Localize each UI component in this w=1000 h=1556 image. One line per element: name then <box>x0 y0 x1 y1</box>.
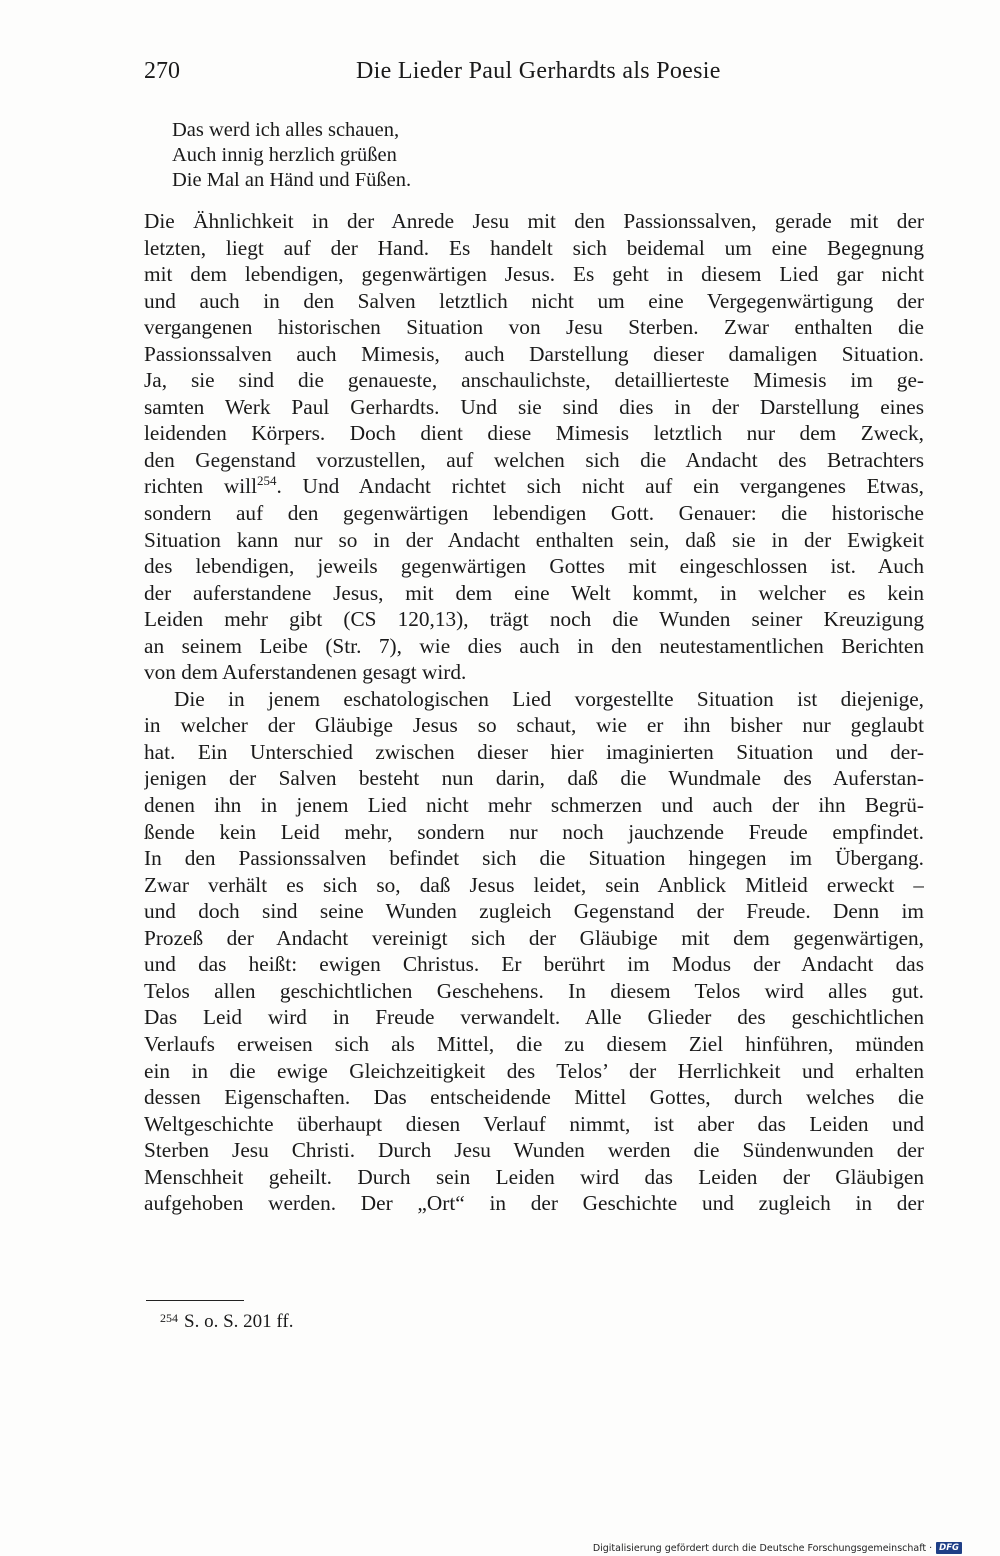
text-line: Leiden mehr gibt (CS 120,13), trägt noch die Wunden seiner Kreuzigung <box>144 607 924 632</box>
text-line: hat. Ein Unterschied zwischen dieser hier imaginierten Situation und der- <box>144 739 924 764</box>
dfg-logo: DFG <box>936 1542 962 1554</box>
text-line: samten Werk Paul Gerhardts. Und sie sind dies in der Darstellung eines <box>144 394 924 419</box>
text-line: Die Ähnlichkeit in der Anrede Jesu mit den Passionssalven, gerade mit der <box>144 209 924 233</box>
text-line: aufgehoben werden. Der „Ort“ in der Geschichte und zugleich in der <box>144 1191 924 1216</box>
text-line: Telos allen geschichtlichen Geschehens. In diesem Telos wird alles gut. <box>144 978 924 1003</box>
text-fragment: richten will <box>144 474 257 499</box>
footnote-divider <box>146 1300 244 1301</box>
text-line: ßende kein Leid mehr, sondern nur noch jauchzende Freude empfindet. <box>144 819 924 844</box>
text-line: leidenden Körpers. Doch dient diese Mimesis letztlich nur dem Zweck, <box>144 421 924 446</box>
body-text <box>144 208 924 1217</box>
footnote <box>160 1311 293 1333</box>
text-line: Menschheit geheilt. Durch sein Leiden wird das Leiden der Gläubigen <box>144 1164 924 1189</box>
text-line: Zwar verhält es sich so, daß Jesus leidet, sein Anblick Mitleid erweckt – <box>144 872 924 897</box>
credit-text: Digitalisierung gefördert durch die Deutsche Forschungsgemeinschaft · <box>592 1542 933 1554</box>
text-line: vergangenen historischen Situation von Jesu Sterben. Zwar enthalten die <box>144 315 924 340</box>
verse-line: Die Mal an Händ und Füßen. <box>172 169 412 191</box>
text-line: Situation kann nur so in der Andacht enthalten sein, daß sie in der Ewigkeit <box>144 527 924 552</box>
text-line: und das heißt: ewigen Christus. Er berührt im Modus der Andacht das <box>144 952 924 977</box>
running-head <box>144 58 924 90</box>
footnote-mark: 254 <box>160 1311 178 1325</box>
verse-quote <box>172 118 411 193</box>
text-line: des lebendigen, jeweils gegenwärtigen Gottes mit eingeschlossen ist. Auch <box>144 554 924 579</box>
text-line: Ja, sie sind die genaueste, anschaulichste, detaillierteste Mimesis im ge- <box>144 368 924 393</box>
text-line: jenigen der Salven besteht nun darin, daß die Wundmale des Auferstan- <box>144 766 924 791</box>
text-line: und auch in den Salven letztlich nicht um eine Vergegenwärtigung der <box>144 288 924 313</box>
text-line: sondern auf den gegenwärtigen lebendigen Gott. Genauer: die historische <box>144 501 924 526</box>
text-line: von dem Auferstandenen gesagt wird. <box>144 660 467 685</box>
page-number: 270 <box>144 58 180 84</box>
digitization-credit <box>593 1541 962 1555</box>
text-line: Passionssalven auch Mimesis, auch Darstellung dieser damaligen Situation. <box>144 341 924 366</box>
text-line: mit dem lebendigen, gegenwärtigen Jesus. Es geht in diesem Lied gar nicht <box>144 262 924 287</box>
text-line: an seinem Leibe (Str. 7), wie dies auch in den neutestamentlichen Berichten <box>144 633 924 658</box>
text-line: ein in die ewige Gleichzeitigkeit des Telos’ der Herrlichkeit und erhalten <box>144 1058 924 1083</box>
text-fragment: . Und Andacht richtet sich nicht auf ein vergangenes Etwas, <box>276 474 924 499</box>
verse-line: Auch innig herzlich grüßen <box>172 144 397 166</box>
text-line: In den Passionssalven befindet sich die Situation hingegen im Übergang. <box>144 846 924 871</box>
text-line: Prozeß der Andacht vereinigt sich der Gläubige mit dem gegenwärtigen, <box>144 925 924 950</box>
running-title: Die Lieder Paul Gerhardts als Poesie <box>356 58 721 84</box>
text-line: Das Leid wird in Freude verwandelt. Alle Glieder des geschichtlichen <box>144 1005 924 1030</box>
text-line: Die in jenem eschatologischen Lied vorgestellte Situation ist diejenige, <box>174 686 924 711</box>
text-line: Verlaufs erweisen sich als Mittel, die zu diesem Ziel hinführen, münden <box>144 1031 924 1056</box>
footnote-reference[interactable]: 254 <box>257 473 277 489</box>
text-line: und doch sind seine Wunden zugleich Gegenstand der Freude. Denn im <box>144 899 924 924</box>
text-line: Sterben Jesu Christi. Durch Jesu Wunden werden die Sündenwunden der <box>144 1138 924 1163</box>
text-line: denen ihn in jenem Lied nicht mehr schmerzen und auch der ihn Begrü- <box>144 793 924 818</box>
text-line: den Gegenstand vorzustellen, auf welchen sich die Andacht des Betrachters <box>144 447 924 472</box>
text-line <box>144 473 924 500</box>
text-line: letzten, liegt auf der Hand. Es handelt sich beidemal um eine Begegnung <box>144 235 924 260</box>
text-line: Weltgeschichte überhaupt diesen Verlauf nimmt, ist aber das Leiden und <box>144 1111 924 1136</box>
text-line: dessen Eigenschaften. Das entscheidende Mittel Gottes, durch welches die <box>144 1085 924 1110</box>
text-line: der auferstandene Jesus, mit dem eine Welt kommt, in welcher es kein <box>144 580 924 605</box>
text-line: in welcher der Gläubige Jesus so schaut, wie er ihn bisher nur geglaubt <box>144 713 924 738</box>
verse-line: Das werd ich alles schauen, <box>172 119 400 141</box>
footnote-text: S. o. S. 201 ff. <box>184 1311 294 1332</box>
